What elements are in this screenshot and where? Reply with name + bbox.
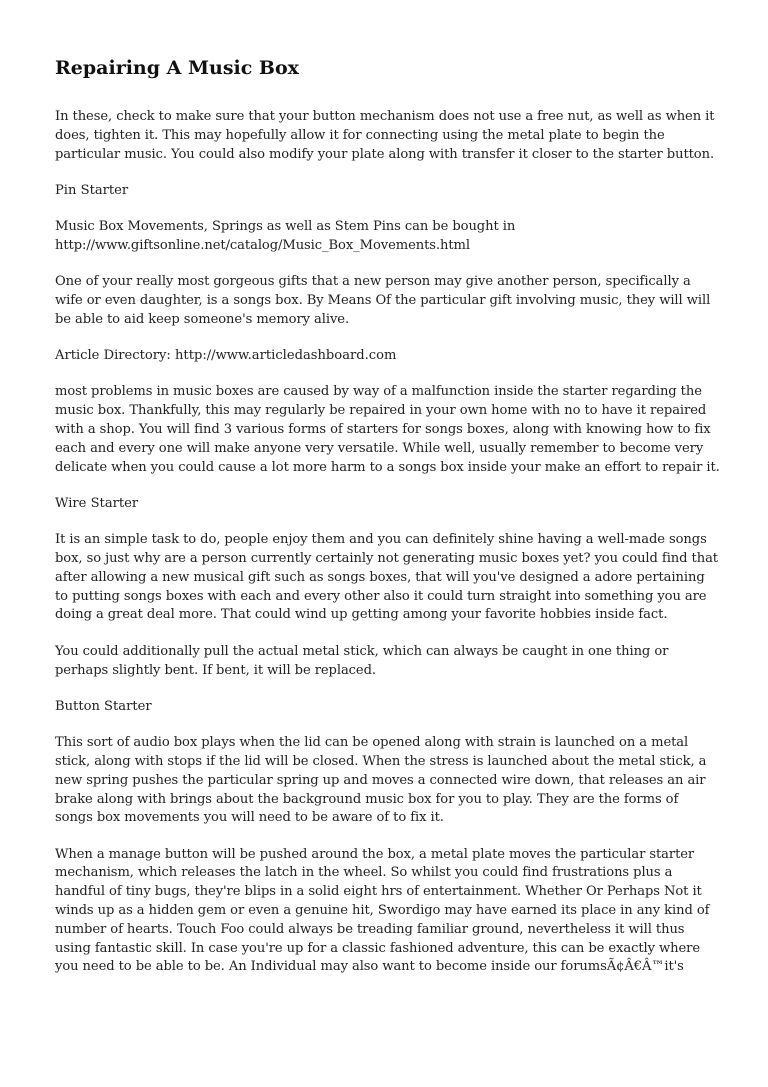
- article-directory-line: Article Directory: http://www.articledashboard.com: [55, 348, 397, 364]
- paragraph: most problems in music boxes are caused by way of a malfunction inside the starter regarding the music box. Thankfully, this may regularly be repaired in your own home with no to have it repaired with a shop. You will find 3 various forms of starters for songs boxes, along with knowing how to fix each and every one will make anyone very versatile. While well, usually remember to become very delicate when you could cause a lot more harm to a songs box inside your make an effort to repair it.: [55, 384, 720, 475]
- paragraph: Music Box Movements, Springs as well as Stem Pins can be bought in http://www.giftsonline.net/catalog/Music_Box_Movements.html: [55, 219, 516, 253]
- document-title: Repairing A Music Box: [55, 57, 299, 79]
- paragraph: You could additionally pull the actual metal stick, which can always be caught in one thing or perhaps slightly bent. If bent, it will be replaced.: [55, 643, 669, 678]
- paragraph: In these, check to make sure that your button mechanism does not use a free nut, as well as when it does, tighten it. This may hopefully allow it for connecting using the metal plate to begin the particular music. You could also modify your plate along with transfer it closer to the starter button.: [55, 109, 715, 162]
- document-page: [55, 56, 720, 995]
- paragraph: This sort of audio box plays when the lid can be opened along with strain is launched on a metal stick, along with stops if the lid will be closed. When the stress is launched about the metal stick, a new spring pushes the particular spring up and moves a connected wire down, that releases an air brake along with brings about the background music box for you to play. They are the forms of songs box movements you will need to be aware of to fix it.: [55, 735, 707, 826]
- paragraph: One of your really most gorgeous gifts that a new person may give another person, specifically a wife or even daughter, is a songs box. By Means Of the particular gift involving music, they will will be able to aid keep someone's memory alive.: [55, 274, 711, 327]
- section-heading: Wire Starter: [55, 495, 139, 511]
- paragraph: When a manage button will be pushed around the box, a metal plate moves the particular starter mechanism, which releases the latch in the wheel. So whilst you could find frustrations plus a handful of tiny bugs, they're blips in a solid eight hrs of entertainment. Whether Or Perhaps Not it winds up as a hidden gem or even a genuine hit, Swordigo may have earned its place in any kind of number of hearts. Touch Foo could always be treading familiar ground, nevertheless it will thus using fantastic skill. In case you're up for a classic fashioned adventure, this can be exactly where you need to be able to be. An Individual may also want to become inside our forumsÃ¢Â€Â™it's: [55, 846, 710, 975]
- paragraph: It is an simple task to do, people enjoy them and you can definitely shine having a well-made songs box, so just why are a person currently certainly not generating music boxes yet? you could find that after allowing a new musical gift such as songs boxes, that will you've designed a adore pertaining to putting songs boxes with each and every other also it could turn straight into something you are doing a great deal more. That could wind up getting among your favorite hobbies inside fact.: [55, 532, 718, 623]
- section-heading: Pin Starter: [55, 182, 129, 198]
- section-heading: Button Starter: [55, 698, 152, 714]
